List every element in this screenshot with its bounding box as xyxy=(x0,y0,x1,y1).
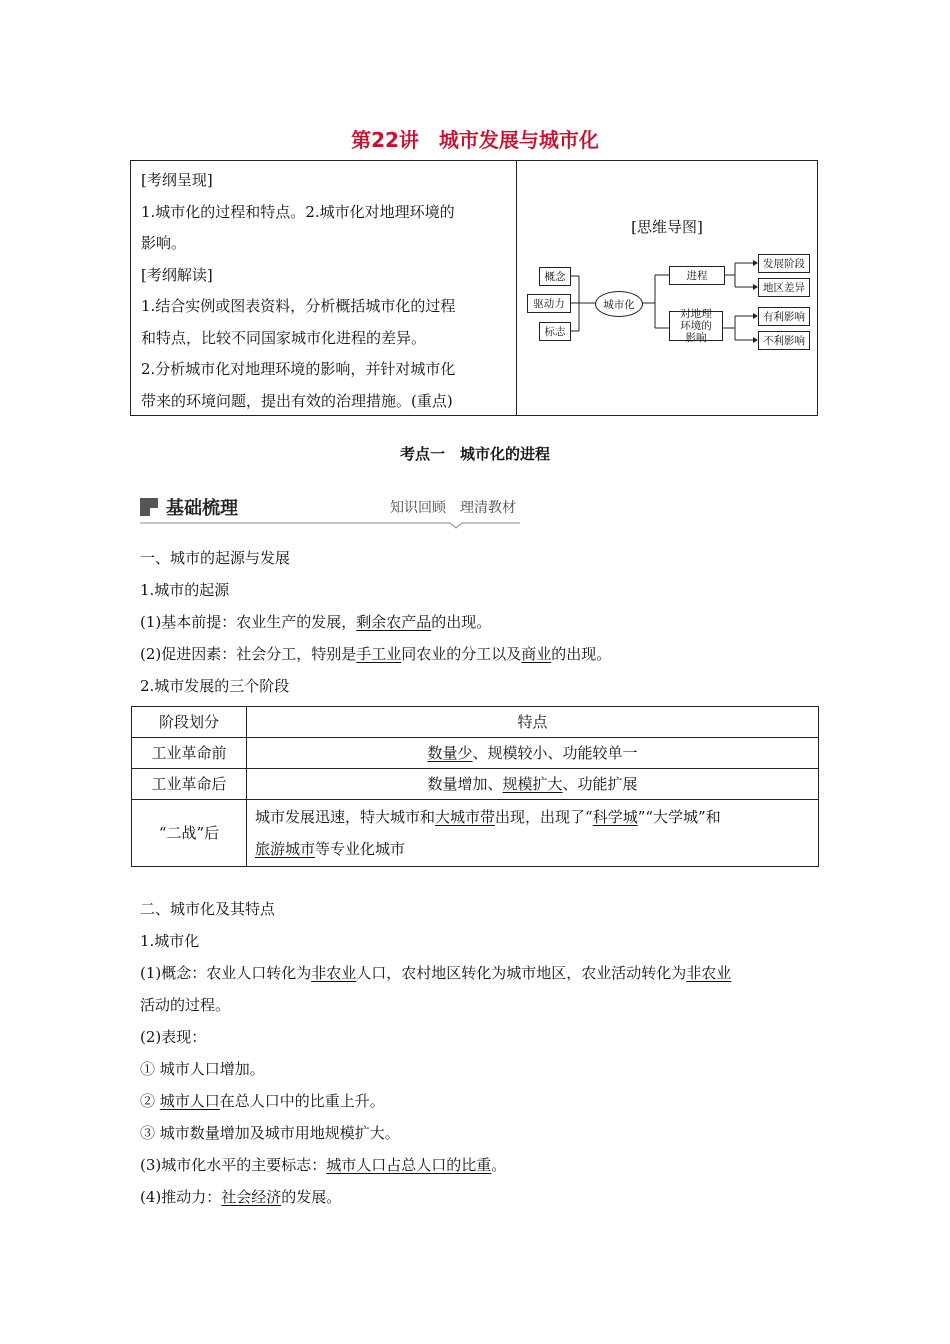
mind-map-center: 城市化 xyxy=(595,291,643,317)
banner-subtitle: 知识回顾 理清教材 xyxy=(390,500,516,516)
text: (2)促进因素：社会分工，特别是 xyxy=(140,645,357,663)
mind-map-node: 地区差异 xyxy=(758,278,810,297)
paragraph xyxy=(140,606,820,638)
text: 的出现。 xyxy=(551,645,612,663)
underlined-answer: 非农业 xyxy=(686,964,732,982)
mind-map-node: 有利影响 xyxy=(758,307,810,326)
syllabus-line: 2.分析城市化对地理环境的影响，并针对城市化 xyxy=(141,360,456,378)
text: (3)城市化水平的主要标志： xyxy=(140,1156,327,1174)
mind-map-node: 概念 xyxy=(539,267,571,286)
underlined-answer: 旅游城市 xyxy=(255,840,316,858)
underlined-answer: 规模扩大 xyxy=(502,775,563,793)
mind-map-node: 驱动力 xyxy=(527,294,571,313)
subheading: 1.城市的起源 xyxy=(140,581,230,599)
text: 数量增加、 xyxy=(427,775,503,793)
table-cell xyxy=(247,769,819,800)
table-header: 阶段划分 xyxy=(132,707,247,738)
text: 、功能扩展 xyxy=(562,775,638,793)
text: 城市发展迅速，特大城市和 xyxy=(255,808,436,826)
syllabus-line: 和特点，比较不同国家城市化进程的差异。 xyxy=(141,328,427,347)
part2-block xyxy=(140,893,820,1213)
table-cell: 工业革命前 xyxy=(132,738,247,769)
table-header-row xyxy=(132,707,819,738)
text: 活动的过程。 xyxy=(140,996,231,1014)
mind-map-node: 对地理环境的影响 xyxy=(669,311,723,341)
table-row xyxy=(132,738,819,769)
table-row xyxy=(132,769,819,800)
paragraph xyxy=(140,1085,820,1117)
heading: 一、城市的起源与发展 xyxy=(140,549,291,567)
underlined-answer: 大城市带 xyxy=(435,808,496,826)
syllabus-line: 1.结合实例或图表资料，分析概括城市化的过程 xyxy=(141,297,456,315)
stage-table xyxy=(131,706,819,867)
underlined-answer: 商业 xyxy=(521,645,552,663)
underlined-answer: 城市人口 xyxy=(159,1092,220,1110)
text: ”“大学城”和 xyxy=(637,808,721,826)
syllabus-line: [考纲解读] xyxy=(141,265,213,284)
subheading: 2.城市发展的三个阶段 xyxy=(140,677,290,695)
banner-square-icon xyxy=(140,498,158,516)
paragraph xyxy=(140,957,820,1021)
paragraph: ③ 城市数量增加及城市用地规模扩大。 xyxy=(140,1124,400,1142)
paragraph xyxy=(140,1181,820,1213)
text: ② xyxy=(140,1092,160,1110)
banner-underline xyxy=(140,521,520,529)
underlined-answer: 科学城 xyxy=(592,808,638,826)
underlined-answer: 数量少 xyxy=(427,744,473,762)
paragraph: ① 城市人口增加。 xyxy=(140,1060,265,1078)
underlined-answer: 非农业 xyxy=(311,964,357,982)
mind-map-title: [思维导图] xyxy=(631,218,703,236)
mind-map-node: 进程 xyxy=(669,266,725,285)
banner-title: 基础梳理 xyxy=(166,498,238,519)
table-cell xyxy=(247,738,819,769)
intro-table xyxy=(130,160,818,416)
mind-map-node: 标志 xyxy=(539,322,571,341)
table-cell xyxy=(247,800,819,867)
table-header: 特点 xyxy=(247,707,819,738)
text: 人口，农村地区转化为城市地区，农业活动转化为 xyxy=(356,964,687,982)
table-cell: 工业革命后 xyxy=(132,769,247,800)
table-row xyxy=(132,800,819,867)
text: 同农业的分工以及 xyxy=(401,645,522,663)
mind-map xyxy=(517,161,817,415)
underlined-answer: 剩余农产品 xyxy=(356,613,432,631)
text: 出现，出现了“ xyxy=(495,808,593,826)
text: (1)概念：农业人口转化为 xyxy=(140,964,312,982)
text: (4)推动力： xyxy=(140,1188,222,1206)
underlined-answer: 手工业 xyxy=(356,645,402,663)
page-title: 第22讲 城市发展与城市化 xyxy=(351,128,599,152)
section-banner xyxy=(140,494,530,528)
part1-block xyxy=(140,542,820,702)
text: 等专业化城市 xyxy=(315,840,406,858)
syllabus-line: 影响。 xyxy=(141,234,187,252)
table-cell: “二战”后 xyxy=(132,800,247,867)
text: (1)基本前提：农业生产的发展， xyxy=(140,613,357,631)
paragraph xyxy=(140,638,820,670)
text: 在总人口中的比重上升。 xyxy=(219,1092,385,1110)
text: 的出现。 xyxy=(431,613,492,631)
syllabus-panel xyxy=(131,161,517,415)
underlined-answer: 社会经济 xyxy=(221,1188,282,1206)
syllabus-line: 1.城市化的过程和特点。2.城市化对地理环境的 xyxy=(141,202,455,221)
text: 的发展。 xyxy=(281,1188,342,1206)
mind-map-node: 发展阶段 xyxy=(758,254,810,273)
mind-map-node: 不利影响 xyxy=(758,331,810,350)
syllabus-line: 带来的环境问题，提出有效的治理措施。(重点) xyxy=(141,391,453,410)
paragraph xyxy=(140,1149,820,1181)
text: 。 xyxy=(491,1156,507,1174)
paragraph: (2)表现： xyxy=(140,1028,207,1046)
syllabus-line: [考纲呈现] xyxy=(141,171,213,189)
heading: 二、城市化及其特点 xyxy=(140,900,276,918)
underlined-answer: 城市人口占总人口的比重 xyxy=(326,1156,492,1174)
section-title: 考点一 城市化的进程 xyxy=(399,445,550,463)
text: 、规模较小、功能较单一 xyxy=(472,744,638,762)
subheading: 1.城市化 xyxy=(140,932,200,950)
